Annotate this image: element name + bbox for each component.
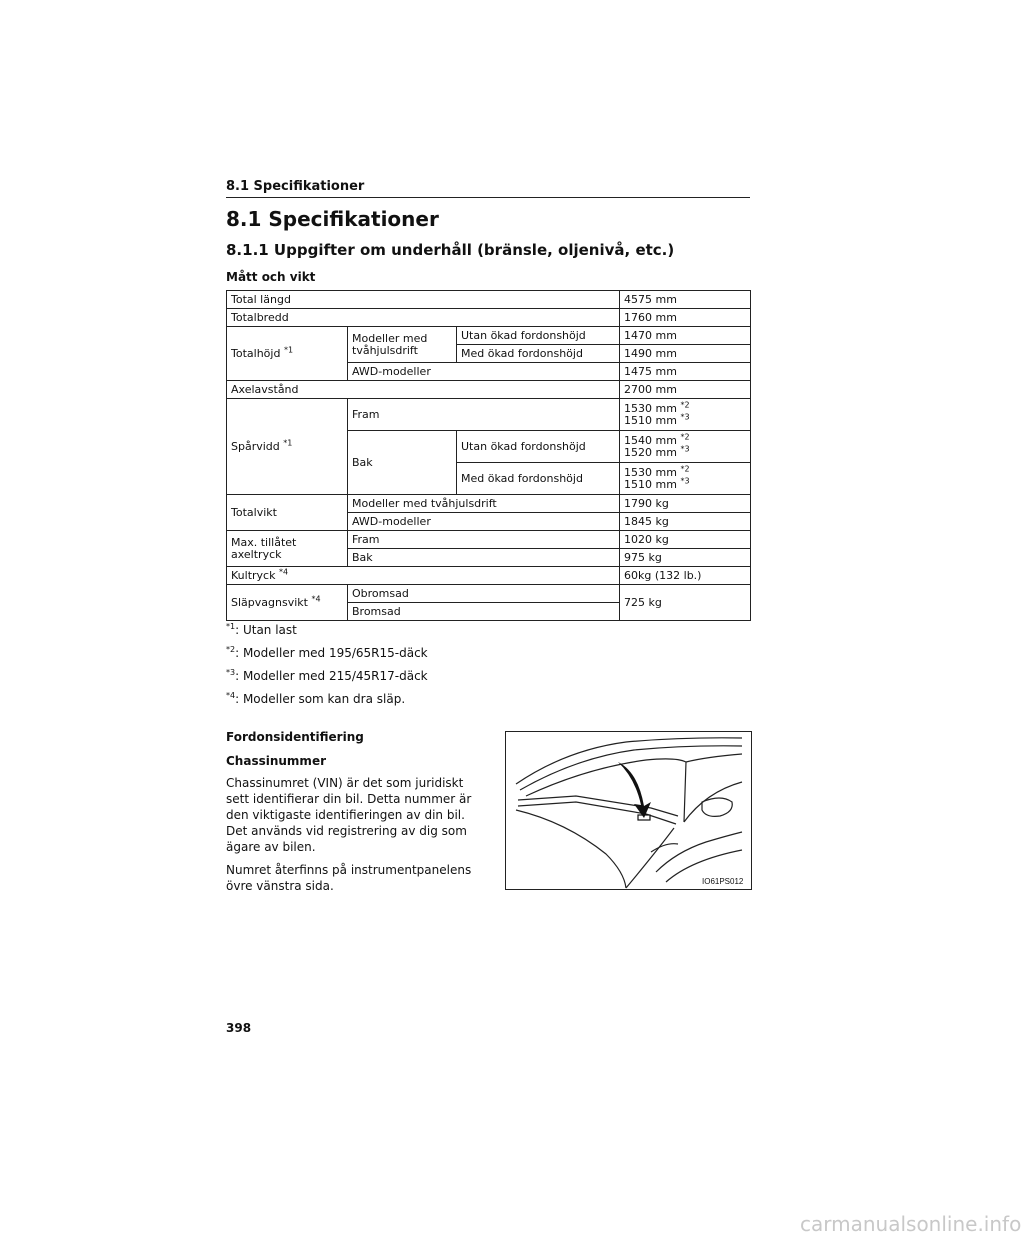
vehicle-identification-section <box>226 729 476 901</box>
figure-code: IO61PS012 <box>702 877 744 886</box>
page-title: 8.1 Specifikationer <box>226 207 439 231</box>
table-cell: Bak <box>348 549 620 567</box>
table-cell: 1530 mm $^{*2}$ 1510 mm $^{*3}$ <box>620 399 751 431</box>
dimensions-weight-table <box>226 290 751 621</box>
table-cell: Fram <box>348 399 620 431</box>
body-paragraph: Numret återfinns på instrumentpanelens övre vänstra sida. <box>226 863 472 893</box>
table-row <box>227 585 751 603</box>
table-cell: Utan ökad fordonshöjd <box>457 327 620 345</box>
footnote-mark: *4 <box>278 566 289 576</box>
footnote: $^{*4}$: Modeller som kan dra släp. <box>226 691 406 706</box>
table-cell: Totalhöjd $^{*1}$ <box>227 327 348 381</box>
table-cell: Bak <box>348 431 457 495</box>
table-heading: Mått och vikt <box>226 270 316 284</box>
table-cell: Släpvagnsvikt $^{*4}$ <box>227 585 348 621</box>
table-cell: Med ökad fordonshöjd <box>457 345 620 363</box>
table-cell: Total längd <box>227 291 620 309</box>
table-row <box>227 495 751 513</box>
table-cell: Totalbredd <box>227 309 620 327</box>
table-cell: AWD-modeller <box>348 513 620 531</box>
footnote: $^{*1}$: Utan last <box>226 622 297 637</box>
table-row <box>227 309 751 327</box>
table-cell: Modeller med tvåhjulsdrift <box>348 495 620 513</box>
table-cell: 1020 kg <box>620 531 751 549</box>
table-cell: Med ökad fordonshöjd <box>457 463 620 495</box>
table-row <box>227 327 751 345</box>
table-cell: Max. tillåtet axeltryck <box>227 531 348 567</box>
body-paragraph: Chassinumret (VIN) är det som juridiskt sett identifierar din bil. Detta nummer är den viktigaste identifieringen av din bil. Det används vid registrering av dig som ägare av bilen. <box>226 776 472 854</box>
table-row <box>227 381 751 399</box>
table-cell: 975 kg <box>620 549 751 567</box>
table-cell: 2700 mm <box>620 381 751 399</box>
table-cell: 1845 kg <box>620 513 751 531</box>
table-row <box>227 291 751 309</box>
table-cell: Fram <box>348 531 620 549</box>
table-cell: 1475 mm <box>620 363 751 381</box>
section-heading: Fordonsidentifiering <box>226 730 364 744</box>
table-cell: 1790 kg <box>620 495 751 513</box>
footnotes <box>226 618 428 710</box>
footnote-mark: *1 <box>283 344 294 354</box>
table-cell: 1490 mm <box>620 345 751 363</box>
table-row <box>227 399 751 431</box>
table-cell: 725 kg <box>620 585 751 621</box>
table-row <box>227 567 751 585</box>
footnote-mark: *4 <box>311 593 321 603</box>
vin-location-illustration <box>505 731 752 890</box>
table-cell: Spårvidd $^{*1}$ <box>227 399 348 495</box>
section-subtitle: 8.1.1 Uppgifter om underhåll (bränsle, oljenivå, etc.) <box>226 241 675 259</box>
table-cell: Utan ökad fordonshöjd <box>457 431 620 463</box>
car-dashboard-drawing <box>506 732 751 889</box>
footnote-mark: *1 <box>283 437 293 447</box>
table-cell: Kultryck $^{*4}$ <box>227 567 620 585</box>
table-cell: 1470 mm <box>620 327 751 345</box>
table-row <box>227 531 751 549</box>
table-cell: Modeller med tvåhjulsdrift <box>348 327 457 363</box>
table-cell: Axelavstånd <box>227 381 620 399</box>
table-cell: Obromsad <box>348 585 620 603</box>
subsection-heading: Chassinummer <box>226 754 326 768</box>
table-cell: Bromsad <box>348 603 620 621</box>
watermark: carmanualsonline.info <box>800 1212 1021 1236</box>
table-cell: 60kg (132 lb.) <box>620 567 751 585</box>
table-cell: 1540 mm $^{*2}$ 1520 mm $^{*3}$ <box>620 431 751 463</box>
footnote: $^{*3}$: Modeller med 215/45R17-däck <box>226 668 428 683</box>
running-header: 8.1 Specifikationer <box>226 179 750 198</box>
footnote: $^{*2}$: Modeller med 195/65R15-däck <box>226 645 428 660</box>
table-cell: 1760 mm <box>620 309 751 327</box>
table-cell: 4575 mm <box>620 291 751 309</box>
table-cell: Totalvikt <box>227 495 348 531</box>
table-cell: 1530 mm $^{*2}$ 1510 mm $^{*3}$ <box>620 463 751 495</box>
table-cell: AWD-modeller <box>348 363 620 381</box>
page-number: 398 <box>226 1021 252 1035</box>
